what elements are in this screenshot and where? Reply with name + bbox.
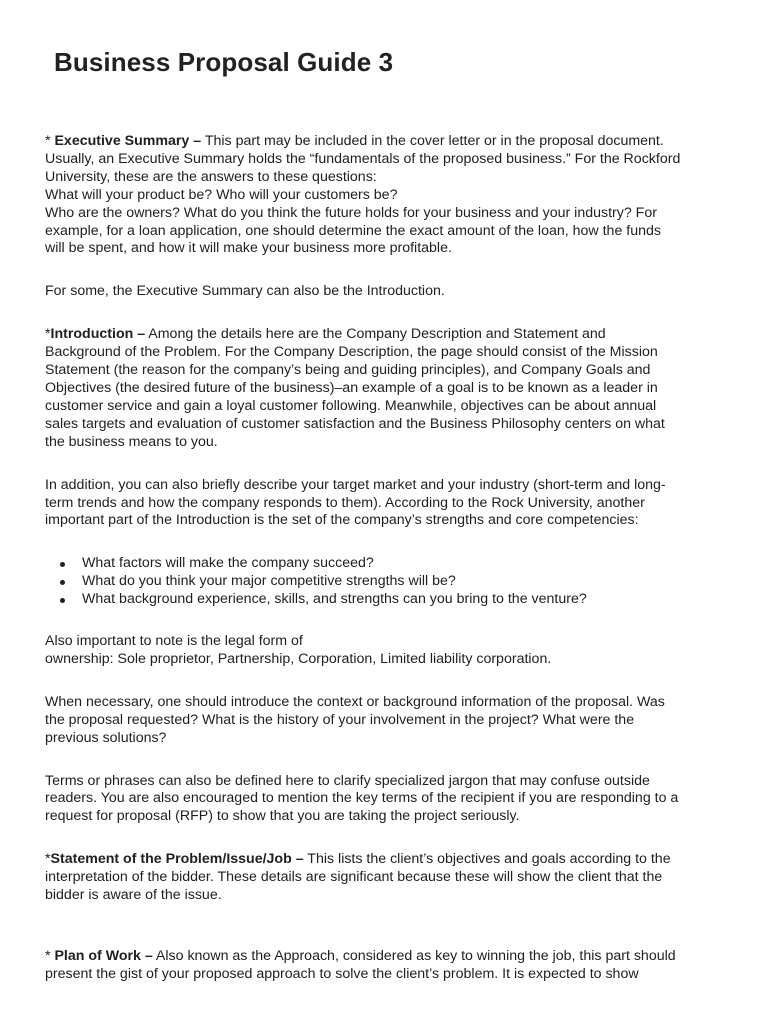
list-item xyxy=(45,555,725,573)
paragraph-line: Objectives (the desired future of the business)–an example of a goal is to be known as a leader in xyxy=(45,379,658,396)
paragraph-line: When necessary, one should introduce the context or background information of the proposal. Was xyxy=(45,693,665,710)
paragraph-text: Also known as the Approach, considered as key to winning the job, this part should xyxy=(152,948,676,964)
section-heading-plan-of-work: Plan of Work – xyxy=(54,948,153,964)
page-title: Business Proposal Guide 3 xyxy=(54,47,394,77)
paragraph-line: Statement (the reason for the company’s being and guiding principles), and Company Goals and xyxy=(45,362,651,379)
paragraph-line: Background of the Problem. For the Company Description, the page should consist of the Mission xyxy=(45,344,658,361)
paragraph-line: term trends and how the company responds to them). According to the Rock University, another xyxy=(45,494,645,511)
context-paragraph xyxy=(45,694,725,748)
paragraph-line: request for proposal (RFP) to show that you are taking the project seriously. xyxy=(45,808,520,825)
bullet-icon xyxy=(60,562,65,567)
terms-paragraph xyxy=(45,773,725,827)
paragraph-line xyxy=(45,851,725,869)
paragraph-line: For some, the Executive Summary can also be the Introduction. xyxy=(45,283,445,300)
list-item xyxy=(45,573,725,591)
paragraph-text: Among the details here are the Company Description and Statement and xyxy=(145,326,606,343)
paragraph-line: interpretation of the bidder. These details are significant because these will show the client that the xyxy=(45,869,663,886)
paragraph-line: the proposal requested? What is the history of your involvement in the project? What were the xyxy=(45,711,635,728)
bullet-icon xyxy=(60,598,65,603)
paragraph-line: example, for a loan application, one should determine the exact amount of the loan, how the funds xyxy=(45,222,661,239)
paragraph-line: will be spent, and how it will make your business more profitable. xyxy=(45,240,452,257)
section-marker: * xyxy=(45,948,55,964)
section-marker: * xyxy=(45,851,51,868)
section-marker: * xyxy=(45,133,55,149)
section-heading-executive-summary: Executive Summary – xyxy=(54,133,202,149)
list-item xyxy=(45,591,725,609)
section-heading-introduction: Introduction – xyxy=(50,326,146,343)
introduction-paragraph xyxy=(45,326,725,451)
paragraph-line: the business means to you. xyxy=(45,433,218,450)
section-heading-problem-statement: Statement of the Problem/Issue/Job – xyxy=(50,851,304,868)
paragraph-line: customer service and gain a loyal customer following. Meanwhile, objectives can be about annual xyxy=(45,397,657,414)
addition-paragraph xyxy=(45,477,725,531)
document-body xyxy=(45,133,725,984)
list-item-text: What do you think your major competitive strengths will be? xyxy=(82,573,456,590)
paragraph-line: important part of the Introduction is the set of the company’s strengths and core competencies: xyxy=(45,512,639,529)
paragraph-line xyxy=(45,326,725,344)
list-item-text: What factors will make the company succeed? xyxy=(82,555,374,572)
paragraph-line xyxy=(45,948,725,966)
paragraph-line: In addition, you can also briefly describe your target market and your industry (short-term and long- xyxy=(45,476,666,493)
bullet-icon xyxy=(60,580,65,585)
paragraph-line xyxy=(45,133,725,151)
paragraph-line: ownership: Sole proprietor, Partnership, Corporation, Limited liability corporation. xyxy=(45,650,552,667)
paragraph-text: This part may be included in the cover letter or in the proposal document. xyxy=(201,133,664,149)
section-marker: * xyxy=(45,326,51,343)
paragraph-line: sales targets and evaluation of customer satisfaction and the Business Philosophy centers on what xyxy=(45,415,665,432)
legal-form-paragraph xyxy=(45,633,725,669)
paragraph-line: present the gist of your proposed approach to solve the client’s problem. It is expected to show xyxy=(45,965,639,982)
problem-statement-paragraph xyxy=(45,851,725,905)
paragraph-line: previous solutions? xyxy=(45,729,167,746)
paragraph-line: Also important to note is the legal form of xyxy=(45,633,303,650)
list-item-text: What background experience, skills, and strengths can you bring to the venture? xyxy=(82,591,587,608)
paragraph-line: Usually, an Executive Summary holds the “fundamentals of the proposed business.” For the Rockford xyxy=(45,150,681,167)
plan-of-work-paragraph xyxy=(45,948,725,984)
paragraph-line: readers. You are also encouraged to mention the key terms of the recipient if you are responding to a xyxy=(45,790,679,807)
paragraph-line: What will your product be? Who will your customers be? xyxy=(45,186,398,203)
competencies-list xyxy=(45,555,725,609)
executive-summary-note xyxy=(45,283,725,301)
paragraph-line: bidder is aware of the issue. xyxy=(45,887,222,904)
paragraph-line: University, these are the answers to these questions: xyxy=(45,168,377,185)
paragraph-line: Terms or phrases can also be defined here to clarify specialized jargon that may confuse outside xyxy=(45,772,650,789)
paragraph-text: This lists the client’s objectives and goals according to the xyxy=(303,851,671,868)
paragraph-line: Who are the owners? What do you think the future holds for your business and your industry? For xyxy=(45,204,657,221)
executive-summary-paragraph xyxy=(45,133,725,258)
